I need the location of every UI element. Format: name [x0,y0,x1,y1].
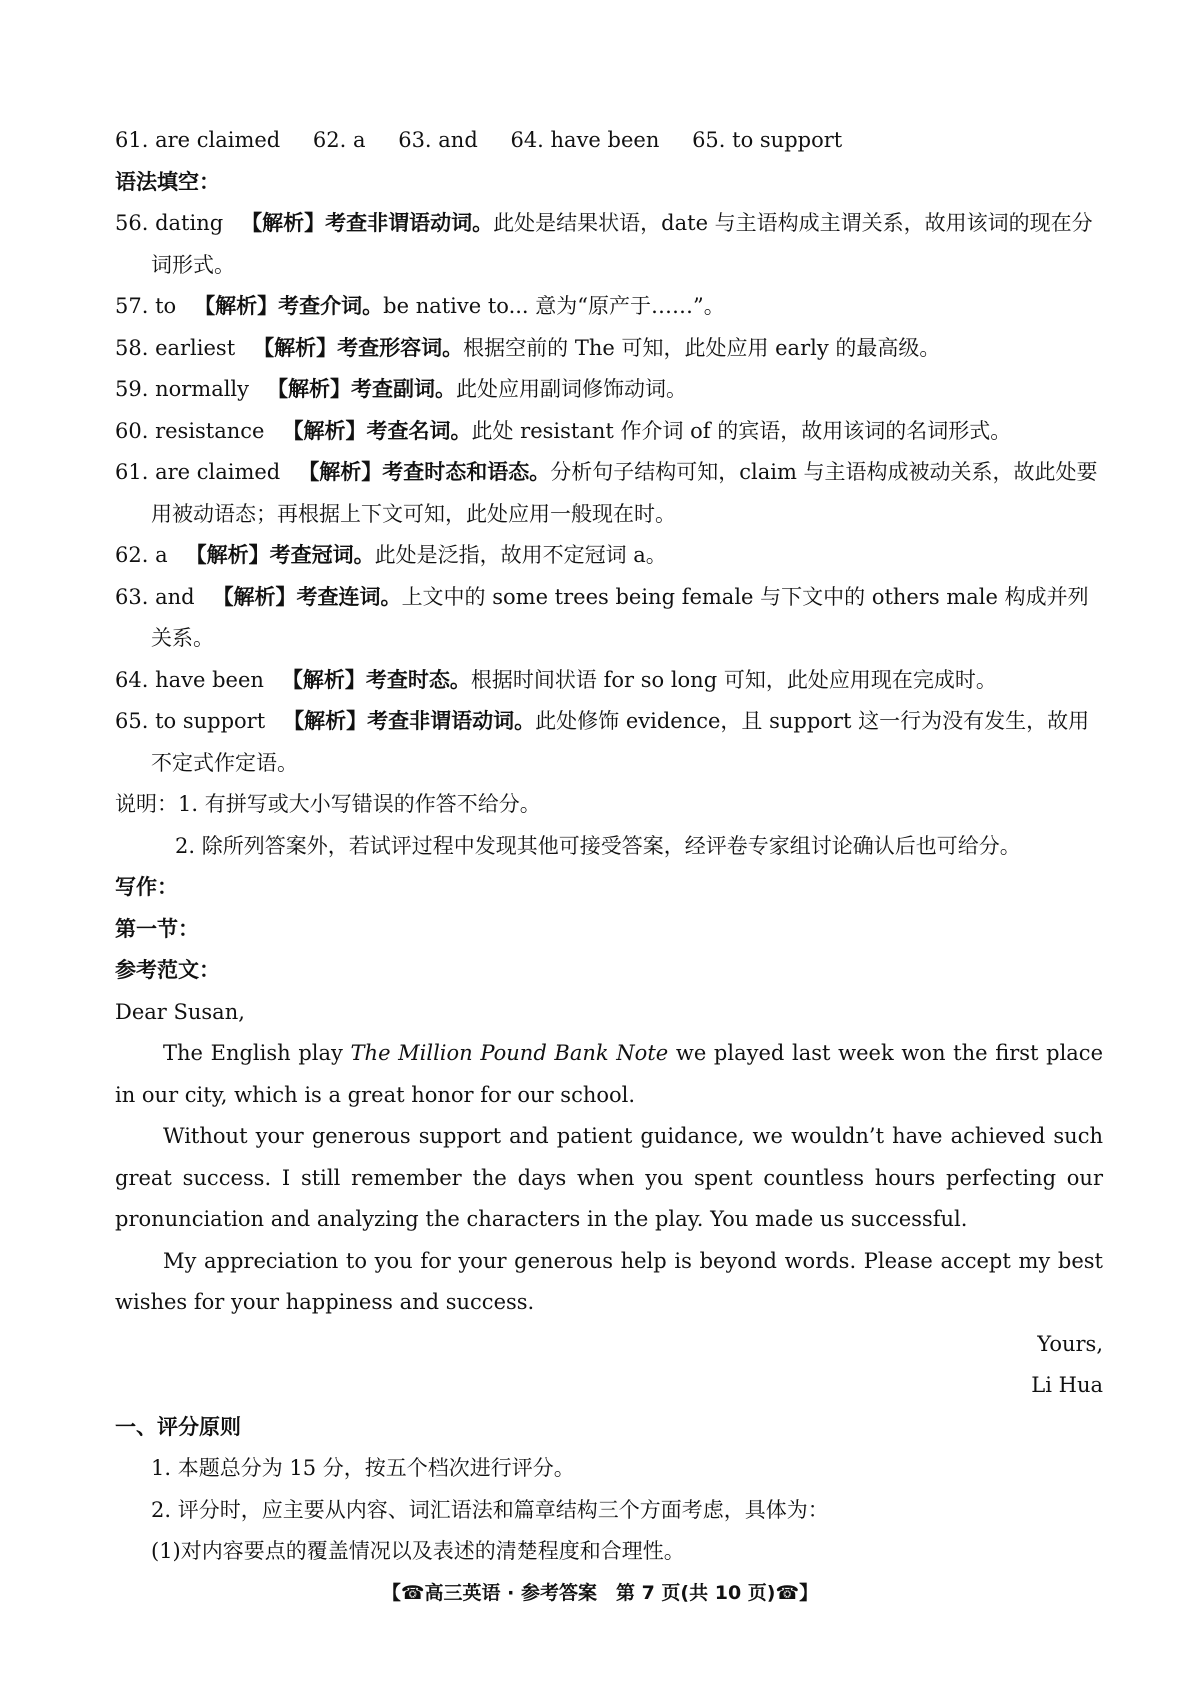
explanation-tag: 【解析】考查时态和语态。 [298,460,551,484]
explanation-tag: 【解析】考查时态。 [281,667,471,692]
explanation-tag: 【解析】考查介词。 [194,294,384,318]
explanation-tag: 【解析】考查连词。 [212,584,402,609]
writing-heading: 写作： [115,875,178,899]
note-1 [115,784,1103,826]
answer-64: 64. have been [510,128,660,152]
letter-signature: Li Hua [1031,1373,1103,1397]
answer-65: 65. to support [692,128,843,152]
scoring-item-3: (1)对内容要点的覆盖情况以及表述的清楚程度和合理性。 [151,1539,685,1563]
explanation-answer: 60. resistance [115,418,265,443]
letter-p1-end: we played last week won the first place in our city, which is a great honor for our school. [115,1041,1103,1107]
explanation-answer: 59. normally [115,377,250,401]
explanation-answer: 63. and [115,584,195,609]
explanation-text: 根据时间状语 for so long 可知，此处应用现在完成时。 [470,667,997,692]
explanation-answer: 62. a [115,543,168,567]
explanation-tag: 【解析】考查冠词。 [185,543,375,567]
explanation-62 [115,535,1103,577]
explanation-text: 此处是泛指，故用不定冠词 a。 [374,543,667,567]
scoring-heading: 一、评分原则 [115,1414,241,1439]
letter-closing: Yours, [1037,1331,1103,1356]
explanation-65 [115,701,1103,784]
explanation-text: 分析句子结构可知，claim 与主语构成被动关系，故此处要用被动语态；再根据上下文可知，此处应用一般现在时。 [151,460,1098,526]
explanation-text: be native to... 意为“原产于……”。 [383,294,725,318]
note-label: 说明： [115,792,178,816]
section-heading: 第一节： [115,916,199,941]
answer-63: 63. and [398,128,478,152]
explanation-64 [115,660,1103,702]
page-footer: 【☎高三英语 · 参考答案 第 7 页(共 10 页)☎】 [381,1582,819,1604]
sample-heading: 参考范文： [115,958,220,982]
explanation-text: 此处 resistant 作介词 of 的宾语，故用该词的名词形式。 [471,418,1012,443]
explanation-63 [115,577,1103,660]
explanation-answer: 64. have been [115,667,264,692]
play-title: The Million Pound Bank Note [350,1041,669,1065]
explanation-answer: 61. are claimed [115,460,281,484]
explanation-57 [115,286,1103,328]
letter-paragraph-2: Without your generous support and patient guidance, we wouldn’t have achieved such great success. I still remember the days when you spent countless hours perfecting our pronunciation and analyzing the characters in the play. You made us successful. [115,1124,1103,1231]
letter-paragraph-1 [115,1033,1103,1116]
explanation-59 [115,369,1103,411]
letter-greeting: Dear Susan, [115,999,245,1024]
scoring-item-1: 1. 本题总分为 15 分，按五个档次进行评分。 [151,1456,575,1480]
explanation-answer: 65. to support [115,709,266,733]
explanation-60 [115,411,1103,453]
explanation-text: 此处是结果状语，date 与主语构成主谓关系，故用该词的现在分词形式。 [151,211,1093,277]
explanation-58 [115,328,1103,370]
explanation-tag: 【解析】考查非谓语动词。 [241,211,494,235]
scoring-item-2: 2. 评分时，应主要从内容、词汇语法和篇章结构三个方面考虑，具体为： [151,1497,829,1522]
note-2: 2. 除所列答案外，若试评过程中发现其他可接受答案，经评卷专家组讨论确认后也可给分。 [175,833,1021,858]
explanation-answer: 56. dating [115,211,224,235]
explanation-text: 此处修饰 evidence，且 support 这一行为没有发生，故用不定式作定语。 [151,709,1090,775]
grammar-heading: 语法填空： [115,169,220,194]
letter-p1-start: The English play [163,1041,351,1065]
explanation-text: 上文中的 some trees being female 与下文中的 others male 构成并列关系。 [151,584,1089,650]
note-1-text: 1. 有拼写或大小写错误的作答不给分。 [178,792,541,816]
explanation-answer: 58. earliest [115,335,236,360]
explanation-61 [115,452,1103,535]
explanation-56 [115,203,1103,286]
letter-paragraph-3: My appreciation to you for your generous help is beyond words. Please accept my best wishes for your happiness and success. [115,1248,1103,1314]
answer-61: 61. are claimed [115,128,281,152]
answers-summary-row [115,120,1103,162]
answer-key-page [115,120,1103,1573]
explanation-text: 此处应用副词修饰动词。 [456,377,688,401]
answer-62: 62. a [312,128,366,152]
explanation-tag: 【解析】考查名词。 [282,418,472,443]
explanation-answer: 57. to [115,294,177,318]
explanation-text: 根据空前的 The 可知，此处应用 early 的最高级。 [463,335,941,360]
explanation-tag: 【解析】考查形容词。 [253,335,464,360]
explanation-tag: 【解析】考查非谓语动词。 [283,709,536,733]
explanation-tag: 【解析】考查副词。 [267,377,457,401]
